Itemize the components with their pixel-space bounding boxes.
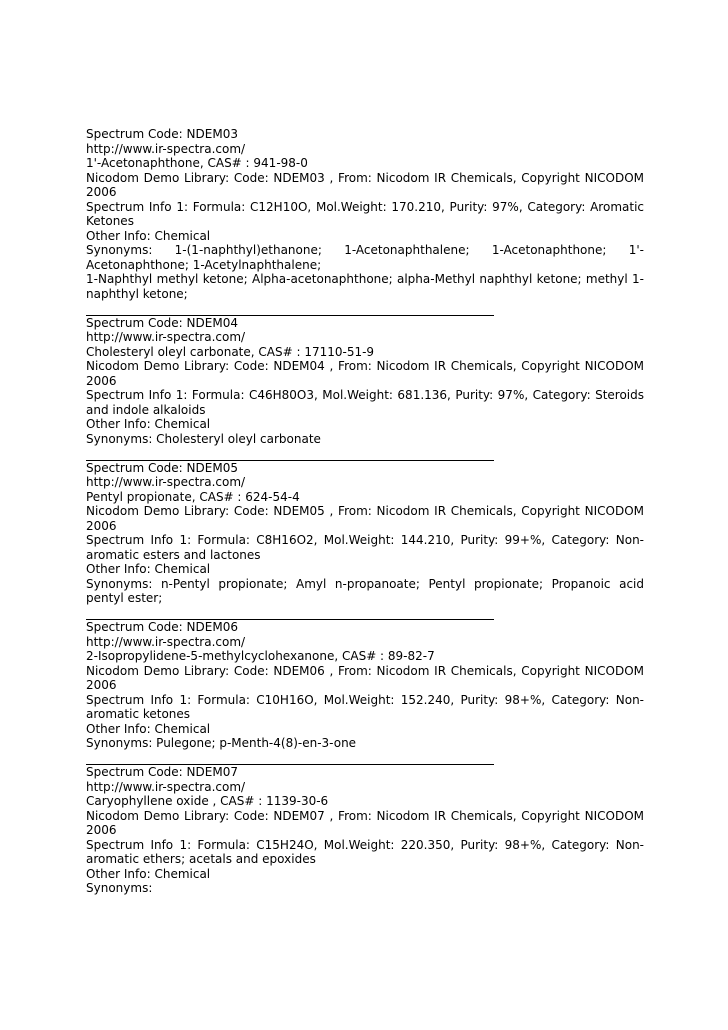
compound-cas: 1'-Acetonaphthone, CAS# : 941-98-0: [86, 156, 308, 170]
synonyms: Synonyms: Pulegone; p-Menth-4(8)-en-3-one: [86, 736, 357, 750]
spectrum-url[interactable]: http://www.ir-spectra.com/: [86, 779, 246, 794]
spectrum-code: Spectrum Code: NDEM06: [86, 620, 238, 634]
synonyms: Synonyms:: [86, 881, 153, 895]
other-info: Other Info: Chemical: [86, 562, 211, 576]
spectrum-url[interactable]: http://www.ir-spectra.com/: [86, 141, 246, 156]
synonyms-continued: 1-Naphthyl methyl ketone; Alpha-acetonaphthone; alpha-Methyl naphthyl ketone; methyl 1-naphthyl ketone;: [86, 272, 644, 301]
synonyms: Synonyms: Cholesteryl oleyl carbonate: [86, 431, 321, 446]
other-info: Other Info: Chemical: [86, 866, 211, 881]
spectrum-info: Spectrum Info 1: Formula: C12H10O, Mol.Weight: 170.210, Purity: 97%, Category: Aromatic Ketones: [86, 199, 644, 228]
compound-cas: 2-Isopropylidene-5-methylcyclohexanone, CAS# : 89-82-7: [86, 649, 435, 663]
entry-separator: [86, 446, 494, 461]
spectrum-code: Spectrum Code: NDEM05: [86, 460, 238, 475]
other-info: Other Info: Chemical: [86, 417, 211, 431]
spectrum-code: Spectrum Code: NDEM04: [86, 315, 238, 330]
spectrum-info: Spectrum Info 1: Formula: C15H24O, Mol.Weight: 220.350, Purity: 98+%, Category: Non-aromatic ethers; acetals and epoxides: [86, 837, 644, 866]
spectrum-url[interactable]: http://www.ir-spectra.com/: [86, 634, 246, 649]
compound-cas: Pentyl propionate, CAS# : 624-54-4: [86, 489, 300, 504]
library-info: Nicodom Demo Library: Code: NDEM05 , From: Nicodom IR Chemicals, Copyright NICODOM 2006: [86, 504, 644, 533]
synonyms: Synonyms: n-Pentyl propionate; Amyl n-propanoate; Pentyl propionate; Propanoic acid pentyl ester;: [86, 576, 644, 605]
other-info: Other Info: Chemical: [86, 721, 211, 736]
other-info: Other Info: Chemical: [86, 228, 211, 243]
entry-separator: [86, 606, 494, 621]
spectrum-entry: [86, 765, 644, 896]
spectrum-entry: [86, 316, 644, 447]
compound-cas: Cholesteryl oleyl carbonate, CAS# : 17110-51-9: [86, 344, 375, 359]
library-info: Nicodom Demo Library: Code: NDEM07 , From: Nicodom IR Chemicals, Copyright NICODOM 2006: [86, 808, 644, 837]
spectrum-code: Spectrum Code: NDEM07: [86, 765, 238, 779]
spectrum-url[interactable]: http://www.ir-spectra.com/: [86, 475, 246, 489]
spectrum-entry: [86, 461, 644, 606]
entry-separator: [86, 301, 494, 316]
spectrum-url[interactable]: http://www.ir-spectra.com/: [86, 330, 246, 344]
spectrum-entry: [86, 620, 644, 751]
document-page: [86, 127, 644, 896]
entry-separator: [86, 751, 494, 766]
spectrum-info: Spectrum Info 1: Formula: C10H16O, Mol.Weight: 152.240, Purity: 98+%, Category: Non-aromatic ketones: [86, 692, 644, 721]
spectrum-entry: [86, 127, 644, 301]
library-info: Nicodom Demo Library: Code: NDEM04 , From: Nicodom IR Chemicals, Copyright NICODOM 2006: [86, 359, 644, 388]
library-info: Nicodom Demo Library: Code: NDEM06 , From: Nicodom IR Chemicals, Copyright NICODOM 2006: [86, 663, 644, 692]
spectrum-code: Spectrum Code: NDEM03: [86, 127, 238, 141]
compound-cas: Caryophyllene oxide , CAS# : 1139-30-6: [86, 794, 329, 808]
library-info: Nicodom Demo Library: Code: NDEM03 , From: Nicodom IR Chemicals, Copyright NICODOM 2006: [86, 170, 644, 199]
spectrum-info: Spectrum Info 1: Formula: C8H16O2, Mol.Weight: 144.210, Purity: 99+%, Category: Non-aromatic esters and lactones: [86, 533, 644, 562]
spectrum-info: Spectrum Info 1: Formula: C46H80O3, Mol.Weight: 681.136, Purity: 97%, Category: Steroids and indole alkaloids: [86, 388, 644, 417]
synonyms: Synonyms: 1-(1-naphthyl)ethanone; 1-Acetonaphthalene; 1-Acetonaphthone; 1'-Acetonaphthone; 1-Acetylnaphthalene;: [86, 243, 644, 272]
